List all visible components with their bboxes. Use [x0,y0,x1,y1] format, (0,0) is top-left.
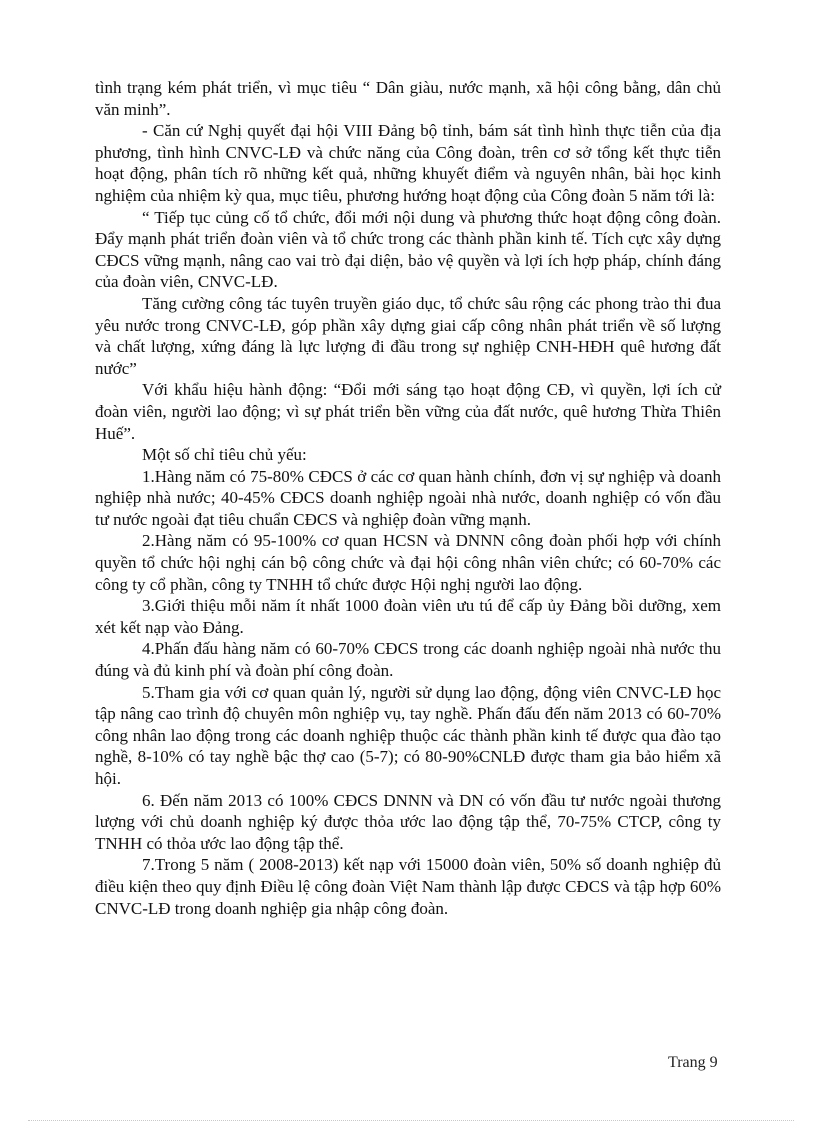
list-item-target-2: 2.Hàng năm có 95-100% cơ quan HCSN và DNNN công đoàn phối hợp với chính quyền tổ chức hội nghị cán bộ công chức và đại hội công nhân viên chức; có 60-70% các công ty cổ phần, công ty TNHH tổ chức được Hội nghị người lao động. [95,531,721,594]
list-item-target-1: 1.Hàng năm có 75-80% CĐCS ở các cơ quan hành chính, đơn vị sự nghiệp và doanh nghiệp nhà nước; 40-45% CĐCS doanh nghiệp ngoài nhà nước, doanh nghiệp có vốn đầu tư nước ngoài đạt tiêu chuẩn CĐCS và nghiệp đoàn vững mạnh. [95,466,721,529]
document-body [95,77,721,919]
list-item-target-6: 6. Đến năm 2013 có 100% CĐCS DNNN và DN có vốn đầu tư nước ngoài thương lượng với chủ doanh nghiệp ký được thỏa ước lao động tập thể, 70-75% CTCP, công ty TNHH có thỏa ước lao động tập thể. [95,790,721,853]
page-number: Trang 9 [668,1054,718,1071]
paragraph-propaganda: Tăng cường công tác tuyên truyền giáo dục, tổ chức sâu rộng các phong trào thi đua yêu nước trong CNVC-LĐ, góp phần xây dựng giai cấp công nhân phát triển về số lượng và chất lượng, xứng đáng là lực lượng đi đầu trong sự nghiệp CNH-HĐH quê hương đất nước” [95,293,721,378]
list-item-target-3: 3.Giới thiệu mỗi năm ít nhất 1000 đoàn viên ưu tú để cấp ủy Đảng bồi dưỡng, xem xét kết nạp vào Đảng. [95,596,721,637]
list-item-target-4: 4.Phấn đấu hàng năm có 60-70% CĐCS trong các doanh nghiệp ngoài nhà nước thu đúng và đủ kinh phí và đoàn phí công đoàn. [95,639,721,681]
list-item-target-7: 7.Trong 5 năm ( 2008-2013) kết nạp với 15000 đoàn viên, 50% số doanh nghiệp đủ điều kiện theo quy định Điều lệ công đoàn Việt Nam thành lập được CĐCS và tập hợp 60% CNVC-LĐ trong doanh nghiệp gia nhập công đoàn. [95,855,721,918]
paragraph-targets-heading: Một số chỉ tiêu chủ yếu: [142,445,307,465]
paragraph-slogan: Với khẩu hiệu hành động: “Đổi mới sáng tạo hoạt động CĐ, vì quyền, lợi ích cử đoàn viên, người lao động; vì sự phát triển bền vững của đất nước, quê hương Thừa Thiên Huế”. [95,380,721,443]
paragraph-goal-quote: “ Tiếp tục củng cố tổ chức, đổi mới nội dung và phương thức hoạt động công đoàn. Đẩy mạnh phát triển đoàn viên và tổ chức trong các thành phần kinh tế. Tích cực xây dựng CĐCS vững mạnh, nâng cao vai trò đại diện, bảo vệ quyền và lợi ích hợp pháp, chính đáng của đoàn viên, CNVC-LĐ. [95,207,721,292]
page-bottom-divider [28,1120,794,1121]
paragraph-resolution-basis: - Căn cứ Nghị quyết đại hội VIII Đảng bộ tỉnh, bám sát tình hình thực tiễn của địa phương, tình hình CNVC-LĐ và chức năng của Công đoàn, trên cơ sở tổng kết thực tiễn hoạt động, phân tích rõ những kết quả, những khuyết điểm và nguyên nhân, bài học kinh nghiệm của nhiệm kỳ qua, mục tiêu, phương hướng hoạt động của Công đoàn 5 năm tới là: [95,121,721,205]
list-item-target-5: 5.Tham gia với cơ quan quản lý, người sử dụng lao động, động viên CNVC-LĐ học tập nâng cao trình độ chuyên môn nghiệp vụ, tay nghề. Phấn đấu đến năm 2013 có 60-70% công nhân lao động trong các doanh nghiệp thuộc các thành phần kinh tế được qua đào tạo nghề, 8-10% có tay nghề bậc thợ cao (5-7); có 80-90%CNLĐ được tham gia bảo hiểm xã hội. [95,682,721,788]
paragraph-continuation: tình trạng kém phát triển, vì mục tiêu “ Dân giàu, nước mạnh, xã hội công bằng, dân chủ văn minh”. [95,78,721,119]
